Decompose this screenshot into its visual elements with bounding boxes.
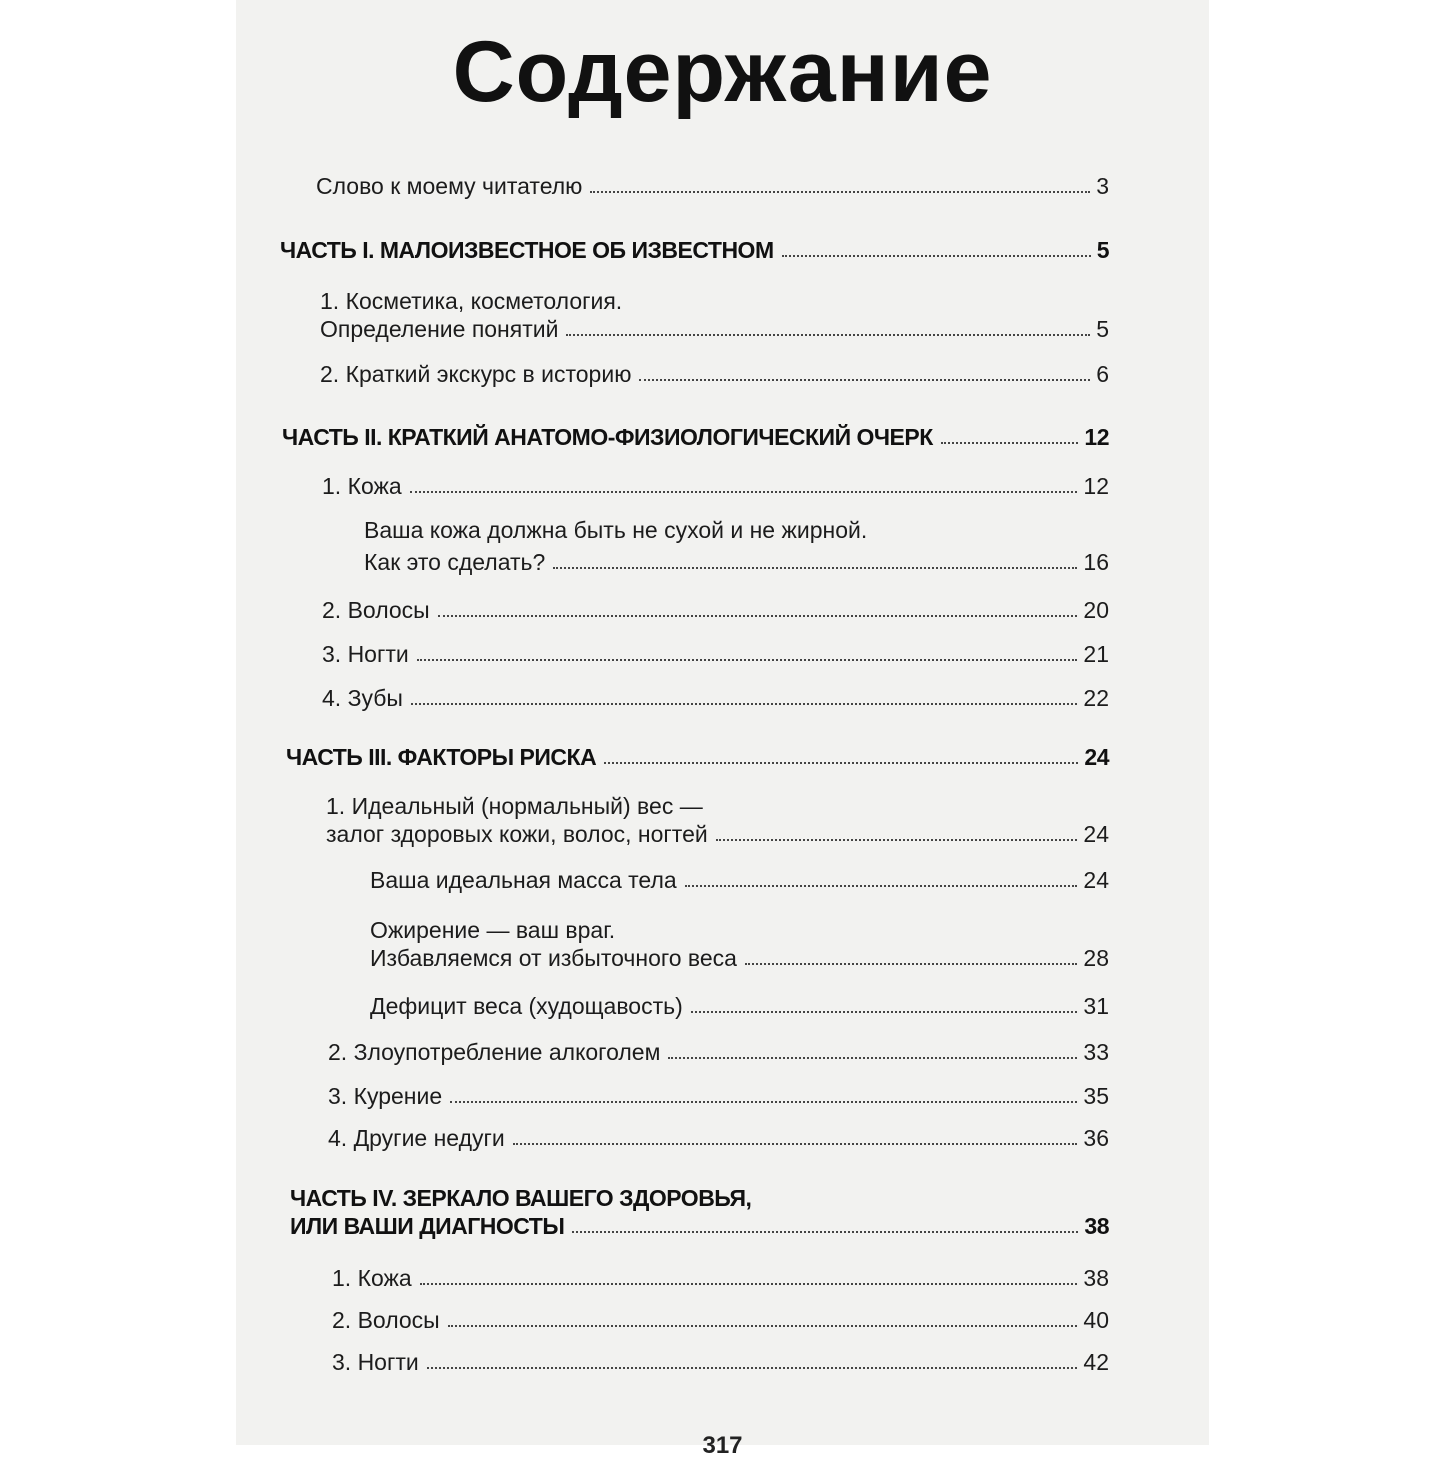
dot-leader: [716, 839, 1078, 841]
toc-entry-label: 4. Зубы: [322, 685, 403, 711]
toc-part-heading: [286, 743, 1109, 771]
toc-entry: [328, 1038, 1109, 1066]
toc-entry-page: 33: [1083, 1039, 1109, 1065]
toc-entry-page: 24: [1083, 821, 1109, 847]
dot-leader: [941, 442, 1079, 444]
toc-entry-label: ЧАСТЬ I. МАЛОИЗВЕСТНОЕ ОБ ИЗВЕСТНОМ: [280, 237, 774, 263]
page-number: 317: [702, 1432, 743, 1459]
toc-entry-label: 1. Кожа: [322, 473, 402, 499]
dot-leader: [691, 1011, 1078, 1013]
dot-leader: [448, 1325, 1078, 1327]
toc-entry-page: 3: [1096, 173, 1109, 199]
toc-entry: [370, 992, 1109, 1020]
toc-entry: [326, 820, 1109, 848]
toc-entry-label: ЧАСТЬ II. КРАТКИЙ АНАТОМО-ФИЗИОЛОГИЧЕСКИЙ ОЧЕРК: [282, 424, 933, 450]
dot-leader: [410, 491, 1078, 493]
dot-leader: [572, 1231, 1078, 1233]
toc-entry-page: 5: [1096, 237, 1109, 263]
toc-part-heading: [280, 236, 1109, 264]
dot-leader: [566, 334, 1090, 336]
toc-entry-page: 24: [1084, 744, 1109, 770]
toc-entry: [332, 1306, 1109, 1334]
toc-entry-label: ИЛИ ВАШИ ДИАГНОСТЫ: [290, 1213, 565, 1239]
toc-entry: [328, 1082, 1109, 1110]
toc-entry: [316, 172, 1109, 200]
toc-part-heading-first-line: ЧАСТЬ IV. ЗЕРКАЛО ВАШЕГО ЗДОРОВЬЯ,: [290, 1185, 752, 1211]
toc-entry-page: 36: [1083, 1125, 1109, 1151]
toc-entry: [332, 1348, 1109, 1376]
dot-leader: [782, 255, 1091, 257]
toc-entry-label: Как это сделать?: [364, 549, 546, 575]
toc-entry-page: 35: [1083, 1083, 1109, 1109]
toc-entry-page: 6: [1096, 361, 1109, 387]
book-page: [236, 0, 1209, 1459]
toc-entry-label: 2. Волосы: [322, 597, 430, 623]
toc-entry-label: ЧАСТЬ III. ФАКТОРЫ РИСКА: [286, 744, 597, 770]
toc-entry-page: 31: [1083, 993, 1109, 1019]
toc-entry-label: 3. Ногти: [332, 1349, 419, 1375]
toc-entry-label: 2. Краткий экскурс в историю: [320, 361, 632, 387]
toc-entry: [328, 1124, 1109, 1152]
toc-part-heading: [290, 1212, 1109, 1240]
dot-leader: [438, 615, 1078, 617]
dot-leader: [417, 659, 1078, 661]
toc-entry-page: 5: [1096, 316, 1109, 342]
dot-leader: [420, 1283, 1078, 1285]
toc-entry-page: 20: [1083, 597, 1109, 623]
toc-entry: [322, 640, 1109, 668]
toc-entry-label: залог здоровых кожи, волос, ногтей: [326, 821, 708, 847]
toc-entry-first-line: 1. Идеальный (нормальный) вес —: [326, 793, 703, 819]
toc-entry-label: 1. Кожа: [332, 1265, 412, 1291]
toc-entry: [364, 548, 1109, 576]
toc-entry-first-line: Ожирение — ваш враг.: [370, 917, 616, 943]
toc-entry-first-line: Ваша кожа должна быть не сухой и не жирной.: [364, 517, 868, 543]
toc-entry-label: Дефицит веса (худощавость): [370, 993, 683, 1019]
page-title: Содержание: [452, 24, 993, 120]
toc-entry-page: 21: [1083, 641, 1109, 667]
toc-entry-page: 12: [1084, 424, 1109, 450]
dot-leader: [685, 885, 1078, 887]
toc-entry: [322, 684, 1109, 712]
toc-entry: [370, 866, 1109, 894]
toc-entry-label: Определение понятий: [320, 316, 559, 342]
dot-leader: [745, 963, 1077, 965]
toc-entry: [320, 315, 1109, 343]
toc-entry-page: 22: [1083, 685, 1109, 711]
toc-entry-label: Ваша идеальная масса тела: [370, 867, 677, 893]
toc-entry-label: Слово к моему читателю: [316, 173, 583, 199]
toc-entry-page: 40: [1083, 1307, 1109, 1333]
toc-entry-page: 28: [1083, 945, 1109, 971]
toc-entry-page: 12: [1083, 473, 1109, 499]
dot-leader: [639, 379, 1090, 381]
toc-entry: [322, 596, 1109, 624]
toc-entry: [320, 360, 1109, 388]
toc-entry-label: 2. Волосы: [332, 1307, 440, 1333]
toc-entry-page: 42: [1083, 1349, 1109, 1375]
toc-entry-page: 24: [1083, 867, 1109, 893]
toc-entry: [370, 944, 1109, 972]
toc-entry-label: 3. Ногти: [322, 641, 409, 667]
dot-leader: [553, 567, 1077, 569]
dot-leader: [450, 1101, 1077, 1103]
toc-entry-label: 3. Курение: [328, 1083, 443, 1109]
toc-entry-label: 4. Другие недуги: [328, 1125, 505, 1151]
dot-leader: [411, 703, 1077, 705]
dot-leader: [604, 762, 1078, 764]
toc-entry-label: Избавляемся от избыточного веса: [370, 945, 737, 971]
dot-leader: [590, 191, 1090, 193]
toc-entry-page: 38: [1083, 1265, 1109, 1291]
toc-entry-label: 2. Злоупотребление алкоголем: [328, 1039, 661, 1065]
dot-leader: [427, 1367, 1078, 1369]
toc-entry: [332, 1264, 1109, 1292]
toc-part-heading: [282, 423, 1109, 451]
toc-entry-page: 38: [1084, 1213, 1109, 1239]
dot-leader: [513, 1143, 1078, 1145]
toc-entry: [322, 472, 1109, 500]
toc-entry-page: 16: [1083, 549, 1109, 575]
dot-leader: [668, 1057, 1077, 1059]
toc-entry-first-line: 1. Косметика, косметология.: [320, 288, 623, 314]
